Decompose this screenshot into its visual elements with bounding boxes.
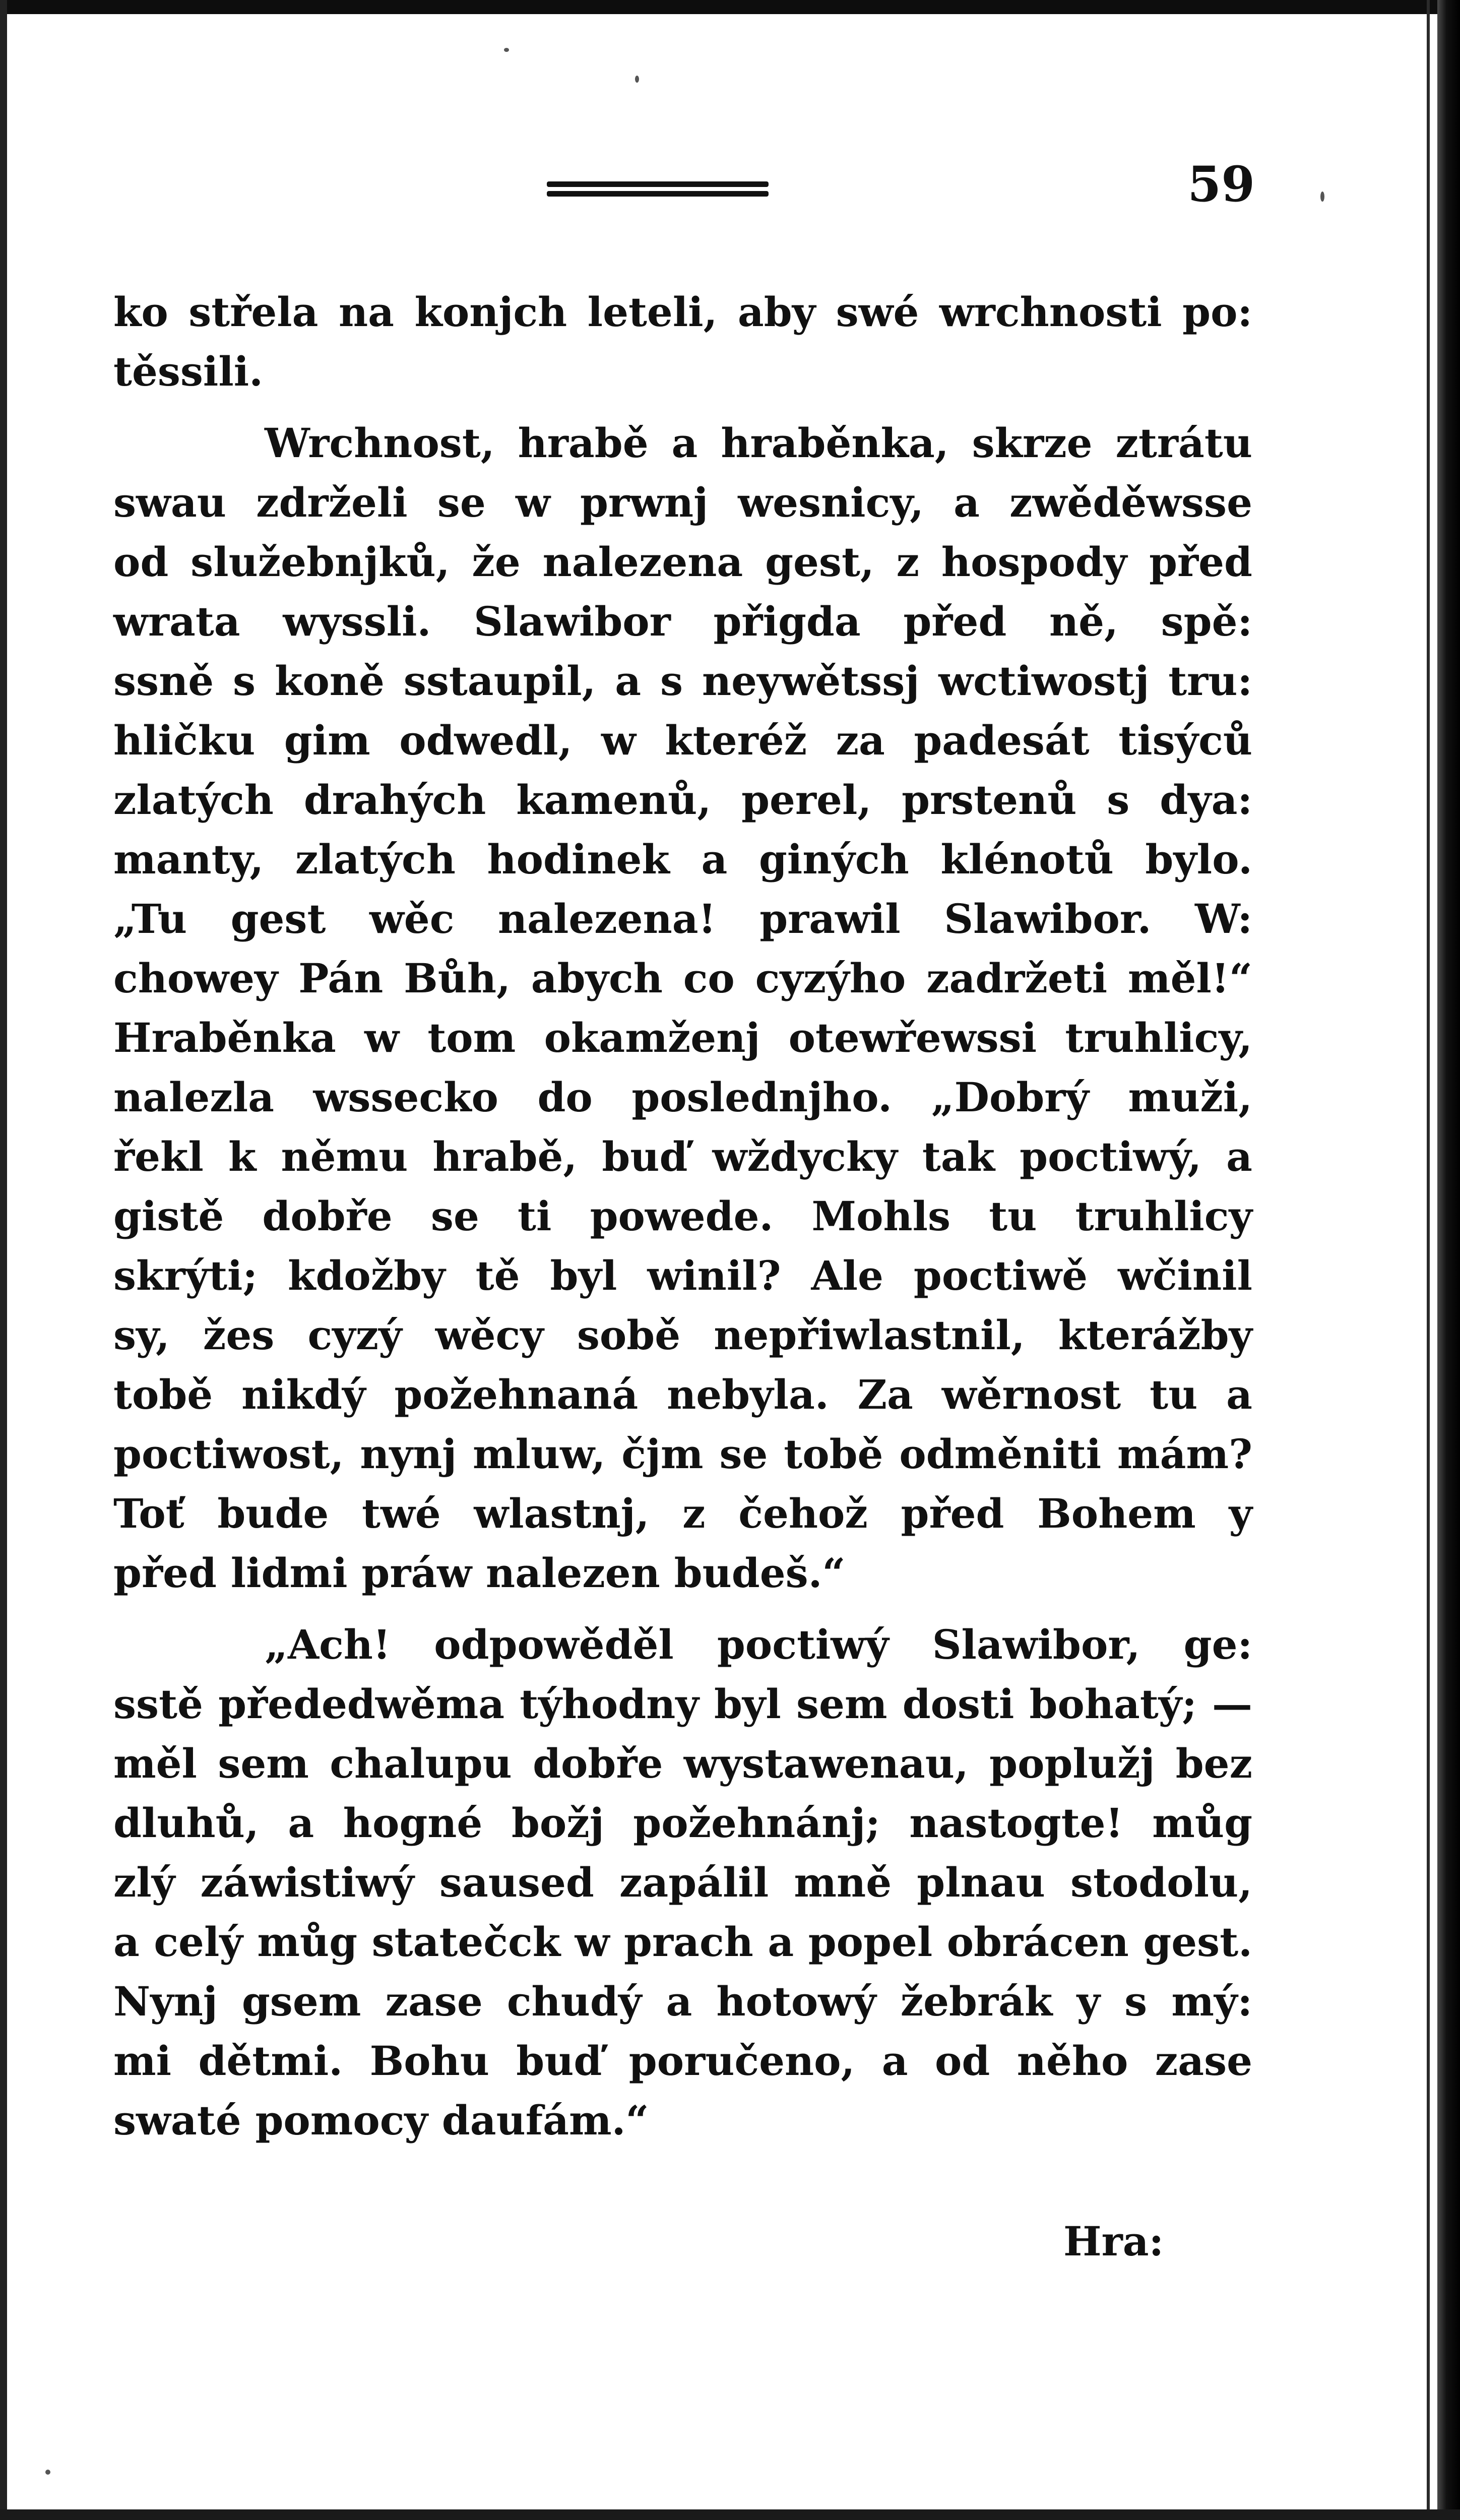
paper-speck	[45, 2470, 50, 2475]
binding-edge	[1437, 0, 1460, 2520]
text-line: před lidmi práw nalezen budeš.“	[113, 1549, 846, 1597]
text-line: hličku gim odwedl, w kteréž za padesát tisýců	[113, 717, 1252, 764]
text-line: Wrchnost, hrabě a hraběnka, skrze ztrátu	[265, 419, 1252, 467]
page-number: 59	[1187, 156, 1255, 213]
text-line: „Tu gest wěc nalezena! prawil Slawibor. W:	[113, 895, 1252, 942]
text-line: gistě dobře se ti powede. Mohls tu truhlicy	[113, 1192, 1252, 1240]
body-text	[113, 282, 1252, 2150]
text-line: skrýti; kdožby tě byl winil? Ale poctiwě wčinil	[113, 1252, 1252, 1299]
text-line: od služebnjků, že nalezena gest, z hospody před	[113, 538, 1252, 586]
text-line: ssně s koně sstaupil, a s neywětssj wctiwostj tru:	[113, 657, 1252, 705]
text-line: řekl k němu hrabě, buď wždycky tak poctiwý, a	[113, 1133, 1252, 1180]
binding-line	[1427, 0, 1430, 2520]
text-line: sy, žes cyzý wěcy sobě nepřiwlastnil, kterážby	[113, 1311, 1252, 1359]
header-rule-ornament	[547, 181, 769, 207]
paragraph-gap	[113, 401, 1252, 413]
paper-speck	[1320, 192, 1324, 202]
text-line: „Ach! odpowěděl poctiwý Slawibor, ge:	[265, 1621, 1252, 1668]
text-line: chowey Pán Bůh, abych co cyzýho zadržeti měl!“	[113, 955, 1252, 1002]
text-line: ko střela na konjch leteli, aby swé wrchnosti po:	[113, 288, 1252, 336]
text-line: Toť bude twé wlastnj, z čehož před Bohem y	[113, 1490, 1252, 1537]
text-line: Hraběnka w tom okamženj otewřewssi truhlicy,	[113, 1014, 1252, 1061]
scan-bottom-edge	[0, 2509, 1460, 2520]
text-line: dluhů, a hogné božj požehnánj; nastogte! můg	[113, 1799, 1252, 1847]
text-line: měl sem chalupu dobře wystawenau, poplužj bez	[113, 1740, 1252, 1787]
text-line: Nynj gsem zase chudý a hotowý žebrák y s mý:	[113, 1978, 1252, 2025]
text-line: těssili.	[113, 348, 263, 395]
text-line: mi dětmi. Bohu buď poručeno, a od něho zase	[113, 2037, 1252, 2085]
text-line: wrata wyssli. Slawibor přigda před ně, spě:	[113, 598, 1252, 645]
catchword: Hra:	[1063, 2218, 1164, 2265]
text-line: swau zdrželi se w prwnj wesnicy, a zwěděwsse	[113, 479, 1252, 526]
paper-speck	[504, 48, 509, 52]
text-line: poctiwost, nynj mluw, čjm se tobě odměniti mám?	[113, 1430, 1252, 1478]
paragraph-gap	[113, 1603, 1252, 1615]
text-line: tobě nikdý požehnaná nebyla. Za wěrnost tu a	[113, 1371, 1252, 1418]
scan-top-edge	[0, 0, 1460, 14]
text-line: swaté pomocy daufám.“	[113, 2097, 649, 2144]
text-line: a celý můg statečck w prach a popel obrácen gest.	[113, 1918, 1252, 1966]
text-line: manty, zlatých hodinek a giných klénotů bylo.	[113, 836, 1252, 883]
text-line: sstě přededwěma týhodny byl sem dosti bohatý; —	[113, 1680, 1252, 1728]
text-line: zlý záwistiwý saused zapálil mně plnau stodolu,	[113, 1859, 1252, 1906]
scan-left-edge	[0, 0, 7, 2520]
paper-speck	[635, 76, 639, 83]
text-line: zlatých drahých kamenů, perel, prstenů s dya:	[113, 776, 1252, 824]
text-line: nalezla wssecko do poslednjho. „Dobrý muži,	[113, 1074, 1252, 1121]
